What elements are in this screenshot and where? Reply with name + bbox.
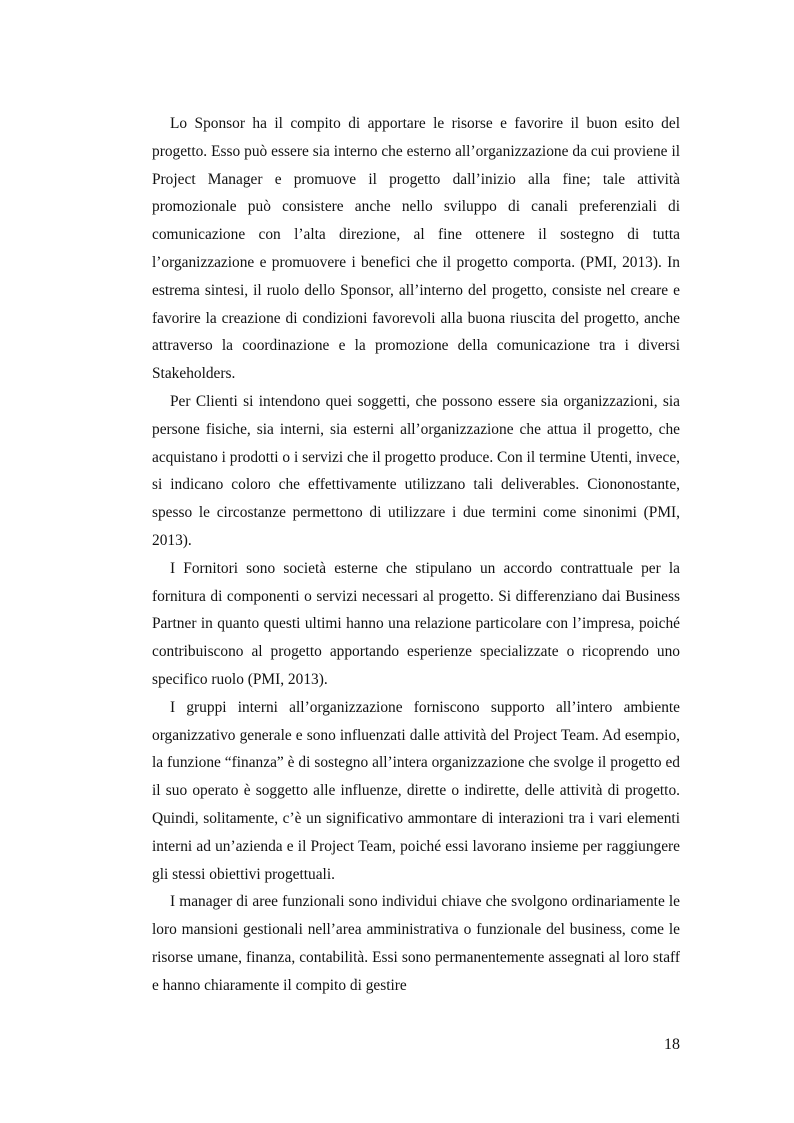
- paragraph-sponsor: Lo Sponsor ha il compito di apportare le risorse e favorire il buon esito del progetto. Esso può essere sia interno che esterno all’organizzazione da cui proviene il Project Manager e promuove il progetto dall’inizio alla fine; tale attività promozionale può consistere anche nello sviluppo di canali preferenziali di comunicazione con l’alta direzione, al fine ottenere il sostegno di tutta l’organizzazione e promuovere i benefici che il progetto comporta. (PMI, 2013). In estrema sintesi, il ruolo dello Sponsor, all’interno del progetto, consiste nel creare e favorire la creazione di condizioni favorevoli alla buona riuscita del progetto, anche attraverso la coordinazione e la promozione della comunicazione tra i diversi Stakeholders.: [152, 115, 680, 383]
- paragraph-clienti: Per Clienti si intendono quei soggetti, che possono essere sia organizzazioni, sia persone fisiche, sia interni, sia esterni all’organizzazione che attua il progetto, che acquistano i prodotti o i servizi che il progetto produce. Con il termine Utenti, invece, si indicano coloro che effettivamente utilizzano tali deliverables. Ciononostante, spesso le circostanze permettono di utilizzare i due termini come sinonimi (PMI, 2013).: [152, 392, 680, 549]
- body-text: [152, 110, 680, 1000]
- page-number: 18: [664, 1036, 680, 1053]
- paragraph-gruppi-interni: I gruppi interni all’organizzazione forniscono supporto all’intero ambiente organizzativo generale e sono influenzati dalle attività del Project Team. Ad esempio, la funzione “finanza” è di sostegno all’intera organizzazione che svolge il progetto ed il suo operato è soggetto alle influenze, dirette o indirette, delle attività di progetto. Quindi, solitamente, c’è un significativo ammontare di interazioni tra i vari elementi interni ad un’azienda e il Project Team, poiché essi lavorano insieme per raggiungere gli stessi obiettivi progettuali.: [152, 698, 680, 883]
- paragraph-manager: I manager di aree funzionali sono individui chiave che svolgono ordinariamente le loro mansioni gestionali nell’area amministrativa o funzionale del business, come le risorse umane, finanza, contabilità. Essi sono permanentemente assegnati al loro staff e hanno chiaramente il compito di gestire: [152, 893, 680, 994]
- paragraph-fornitori: I Fornitori sono società esterne che stipulano un accordo contrattuale per la fornitura di componenti o servizi necessari al progetto. Si differenziano dai Business Partner in quanto questi ultimi hanno una relazione particolare con l’impresa, poiché contribuiscono al progetto apportando esperienze specializzate o ricoprendo uno specifico ruolo (PMI, 2013).: [152, 559, 680, 688]
